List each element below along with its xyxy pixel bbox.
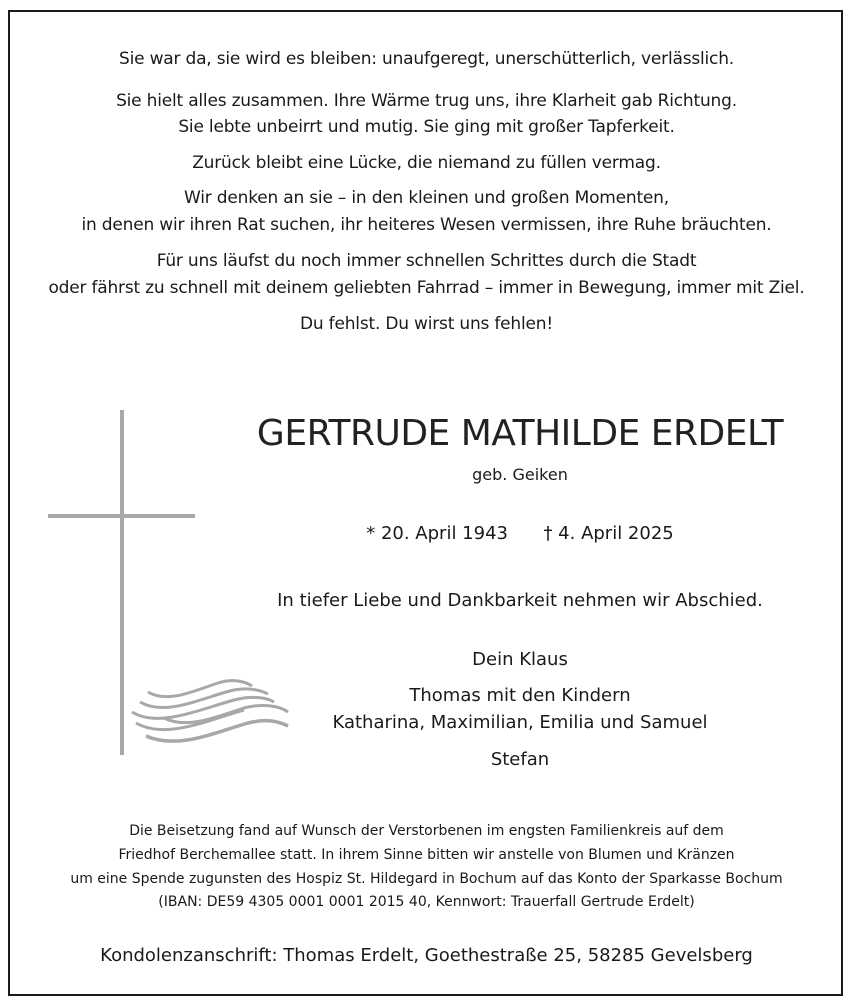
birth-date: * 20. April 1943 — [366, 523, 508, 544]
poem-line-3: Sie lebte unbeirrt und mutig. Sie ging mit großer Tapferkeit. — [178, 117, 675, 137]
birth-name: geb. Geiken — [472, 465, 568, 484]
condolence-address: Kondolenzanschrift: Thomas Erdelt, Goethestraße 25, 58285 Gevelsberg — [100, 945, 753, 966]
deceased-name: GERTRUDE MATHILDE ERDELT — [256, 413, 784, 454]
poem-line-5: Wir denken an sie – in den kleinen und großen Momenten, — [184, 188, 669, 208]
poem-line-4: Zurück bleibt eine Lücke, die niemand zu füllen vermag. — [192, 153, 661, 173]
poem-line-9: Du fehlst. Du wirst uns fehlen! — [300, 314, 553, 334]
poem-line-2: Sie hielt alles zusammen. Ihre Wärme trug uns, ihre Klarheit gab Richtung. — [116, 91, 737, 111]
poem-line-1: Sie war da, sie wird es bleiben: unaufgeregt, unerschütterlich, verlässlich. — [119, 49, 734, 69]
notice-line-2: Friedhof Berchemallee statt. In ihrem Sinne bitten wir anstelle von Blumen und Kränzen — [118, 847, 735, 863]
poem-line-7: Für uns läufst du noch immer schnellen Schrittes durch die Stadt — [156, 251, 697, 271]
notice-line-1: Die Beisetzung fand auf Wunsch der Verstorbenen im engsten Familienkreis auf dem — [129, 823, 724, 839]
mourner-3: Katharina, Maximilian, Emilia und Samuel — [332, 712, 708, 733]
mourner-4: Stefan — [490, 749, 550, 770]
poem-line-6: in denen wir ihren Rat suchen, ihr heiteres Wesen vermissen, ihre Ruhe bräuchten. — [81, 215, 772, 235]
death-date: † 4. April 2025 — [543, 523, 674, 544]
notice-line-4: (IBAN: DE59 4305 0001 0001 2015 40, Kennwort: Trauerfall Gertrude Erdelt) — [158, 894, 695, 910]
mourner-1: Dein Klaus — [472, 649, 568, 670]
mourner-2: Thomas mit den Kindern — [409, 685, 631, 706]
farewell-text: In tiefer Liebe und Dankbarkeit nehmen wir Abschied. — [277, 590, 763, 611]
poem-line-8: oder fährst zu schnell mit deinem geliebten Fahrrad – immer in Bewegung, immer mit Ziel. — [48, 278, 805, 298]
life-dates — [230, 523, 810, 545]
notice-line-3: um eine Spende zugunsten des Hospiz St. Hildegard in Bochum auf das Konto der Sparkasse Bochum — [70, 871, 783, 887]
